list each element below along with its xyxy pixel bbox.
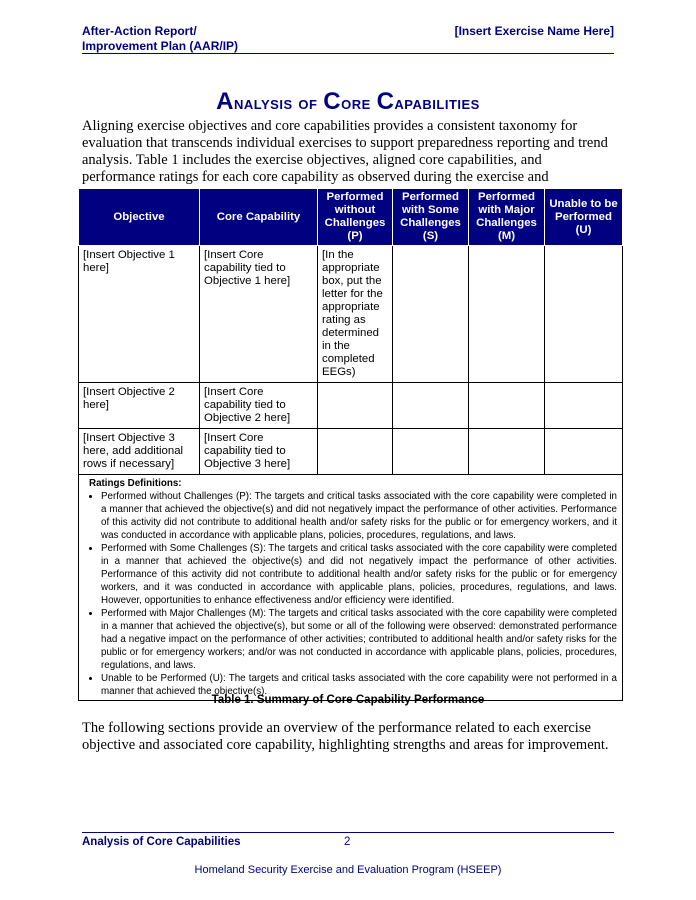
definition-performed-major-challenges: • Performed with Major Challenges (M): The targets and critical tasks associated with the core capability were completed in a manner that achieved the objective(s), but some or all of the following were observed: demonstrated performance had a negative impact on the performance of other activities; contributed to additional health and/or safety risks for the public or for emergency workers; and/or was not conducted in accordance with applicable plans, policies, procedures, regulations, and laws. <box>101 607 617 672</box>
header-performed-major-challenges: Performed with Major Challenges (M) <box>469 189 545 246</box>
table-row <box>79 383 623 429</box>
page-number: 2 <box>344 836 351 848</box>
section-title <box>82 88 614 116</box>
core-capability-table <box>78 188 623 701</box>
cell-rating-s <box>393 383 469 429</box>
cell-objective: [Insert Objective 3 here, add additional rows if necessary] <box>79 429 200 475</box>
cell-core-capability: [Insert Core capability tied to Objective 1 here] <box>200 246 318 383</box>
ratings-definitions-list <box>89 490 617 698</box>
cell-rating-p <box>318 383 393 429</box>
cell-rating-u <box>545 383 623 429</box>
definition-unable-to-be-performed: • Unable to be Performed (U): The targets and critical tasks associated with the core capability were not performed in a manner that achieved the objective(s). <box>101 672 617 698</box>
title-word-core: ore <box>341 93 371 114</box>
footer-rule <box>82 832 614 833</box>
header-unable-to-be-performed: Unable to be Performed (U) <box>545 189 623 246</box>
table-header-row <box>79 189 623 246</box>
table-row <box>79 429 623 475</box>
header-report-title-line2: Improvement Plan (AAR/IP) <box>82 39 239 53</box>
footer-section-name: Analysis of Core Capabilities <box>82 836 241 848</box>
closing-paragraph: The following sections provide an overview of the performance related to each exercise objective and associated core capability, highlighting strengths and areas for improvement. <box>82 720 609 753</box>
ratings-definitions-title: Ratings Definitions: <box>89 478 182 489</box>
ratings-definitions-row <box>79 475 623 701</box>
title-initial-a: A <box>216 88 234 115</box>
intro-paragraph: Aligning exercise objectives and core capabilities provides a consistent taxonomy for evaluation that transcends individual exercises to support preparedness reporting and trend analysis. Table 1 includes the exercise objectives, aligned core capabilities, and performance ratings for each core capability as observed during the exercise and <box>82 118 608 185</box>
header-exercise-name: [Insert Exercise Name Here] <box>454 24 614 38</box>
cell-rating-u <box>545 429 623 475</box>
footer-program-name: Homeland Security Exercise and Evaluation Program (HSEEP) <box>194 864 502 876</box>
table-caption: Table 1. Summary of Core Capability Performance <box>211 694 485 706</box>
cell-core-capability: [Insert Core capability tied to Objective 2 here] <box>200 383 318 429</box>
cell-rating-p: [In the appropriate box, put the letter for the appropriate rating as determined in the completed EEGs) <box>318 246 393 383</box>
header-core-capability: Core Capability <box>200 189 318 246</box>
definition-performed-without-challenges: • Performed without Challenges (P): The targets and critical tasks associated with the core capability were completed in a manner that achieved the objective(s) and did not negatively impact the performance of other activities. Performance of this activity did not contribute to additional health and/or safety risks for the public or for emergency workers, and it was conducted in accordance with applicable plans, policies, procedures, regulations, and laws. <box>101 490 617 542</box>
cell-rating-m <box>469 383 545 429</box>
title-initial-c2: C <box>376 88 395 115</box>
table-row <box>79 246 623 383</box>
title-word-capabilities: apabilities <box>394 93 480 114</box>
header-report-title-line1: After-Action Report/ <box>82 24 197 38</box>
header-objective: Objective <box>79 189 200 246</box>
title-word-of: of <box>298 93 318 114</box>
cell-rating-p <box>318 429 393 475</box>
ratings-definitions <box>79 475 623 701</box>
header-performed-some-challenges: Performed with Some Challenges (S) <box>393 189 469 246</box>
cell-rating-m <box>469 429 545 475</box>
cell-rating-u <box>545 246 623 383</box>
running-header-left <box>82 24 238 54</box>
definition-performed-some-challenges: • Performed with Some Challenges (S): The targets and critical tasks associated with the core capability were completed in a manner that achieved the objective(s) and did not negatively impact the performance of other activities. Performance of this activity did not contribute to additional health and/or safety risks for the public or for emergency workers, and it was conducted in accordance with applicable plans, policies, procedures, regulations, and laws. However, opportunities to enhance effectiveness and/or efficiency were identified. <box>101 542 617 607</box>
cell-objective: [Insert Objective 2 here] <box>79 383 200 429</box>
title-word-analysis: nalysis <box>233 93 293 114</box>
cell-objective: [Insert Objective 1 here] <box>79 246 200 383</box>
cell-rating-s <box>393 429 469 475</box>
header-performed-without-challenges: Performed without Challenges (P) <box>318 189 393 246</box>
cell-rating-m <box>469 246 545 383</box>
cell-core-capability: [Insert Core capability tied to Objective 3 here] <box>200 429 318 475</box>
title-initial-c1: C <box>323 88 342 115</box>
header-rule <box>82 53 614 54</box>
cell-rating-s <box>393 246 469 383</box>
